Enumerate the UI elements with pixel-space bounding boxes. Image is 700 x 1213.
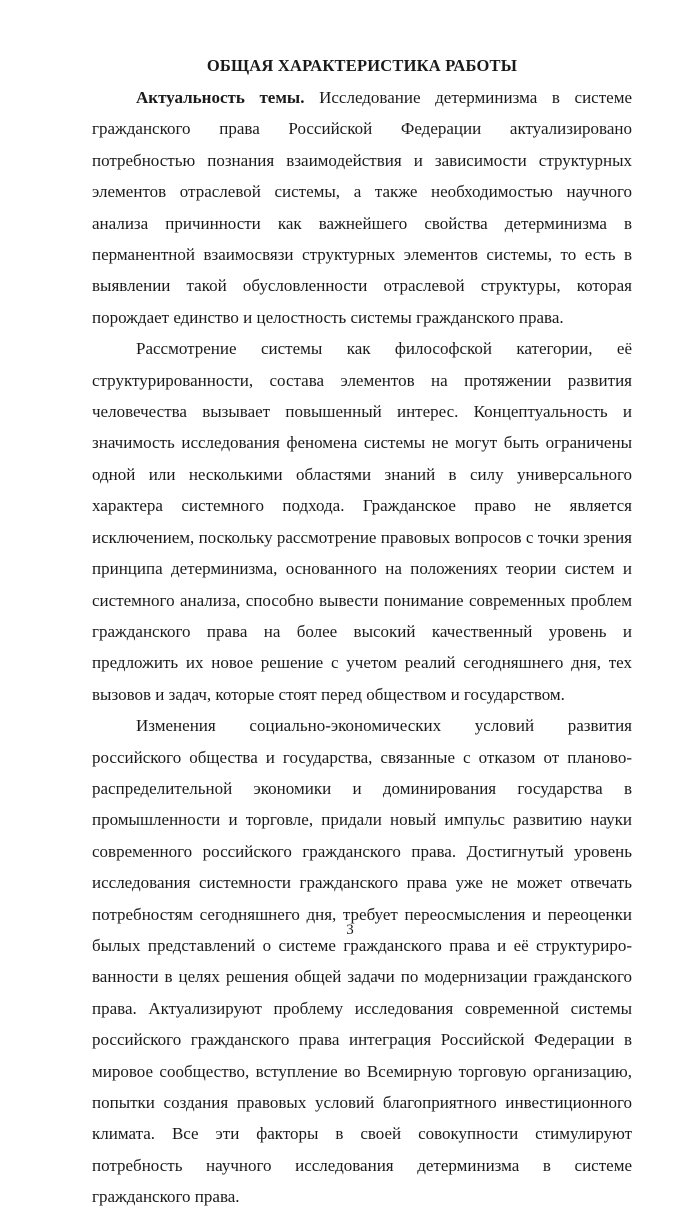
paragraph-text: Исследование детерминизма в системе гражданского права Российской Федерации актуализировано потребностью познания взаимодействия и зависимости структурных элементов отраслевой системы, а также необходимостью научного анализа причинности как важнейшего свойства детерминизма в перманентной взаимосвязи структурных элементов системы, то есть в выявлении такой обусловленности отраслевой структуры, которая порождает единство и целостность системы гражданского права. xyxy=(92,88,632,327)
page-title: ОБЩАЯ ХАРАКТЕРИСТИКА РАБОТЫ xyxy=(206,56,518,75)
document-body xyxy=(92,82,632,1213)
paragraph-socioeconomic-changes: Изменения социально-экономических условий развития российского общества и государства, связанные с отказом от планово-распределительной экономики и доминирования государства в промышленности и торговле, придали новый импульс развитию науки современного российского гражданского права. Достигнутый уровень исследования системности гражданского права уже не может отвечать потребностям сегодняшнего дня, требует переосмысления и переоценки былых представлений о системе гражданского права и её структурированности в целях решения общей задачи по модернизации гражданского права. Актуализируют проблему исследования современной системы российского гражданского права интеграция Российской Федерации в мировое сообщество, вступление во Всемирную торговую организацию, попытки создания правовых условий благоприятного инвестиционного климата. Все эти факторы в своей совокупности стимулируют потребность научного исследования детерминизма в системе гражданского права. xyxy=(92,716,632,1207)
paragraph-system-concept: Рассмотрение системы как философской категории, её структурированности, состава элементов на протяжении развития человечества вызывает повышенный интерес. Концептуальность и значимость исследования феномена системы не могут быть ограничены одной или несколькими областями знаний в силу универсального характера системного подхода. Гражданское право не является исключением, поскольку рассмотрение правовых вопросов с точки зрения принципа детерминизма, основанного на положениях теории систем и системного анализа, способно вывести понимание современных проблем гражданского права на более высокий качественный уровень и предложить их новое решение с учетом реалий сегодняшнего дня, тех вызовов и задач, которые стоят перед обществом и государством. xyxy=(92,339,632,704)
page-number: 3 xyxy=(346,922,354,938)
section-lead-label: Актуальность темы. xyxy=(136,88,305,107)
paragraph-relevance xyxy=(92,82,632,333)
